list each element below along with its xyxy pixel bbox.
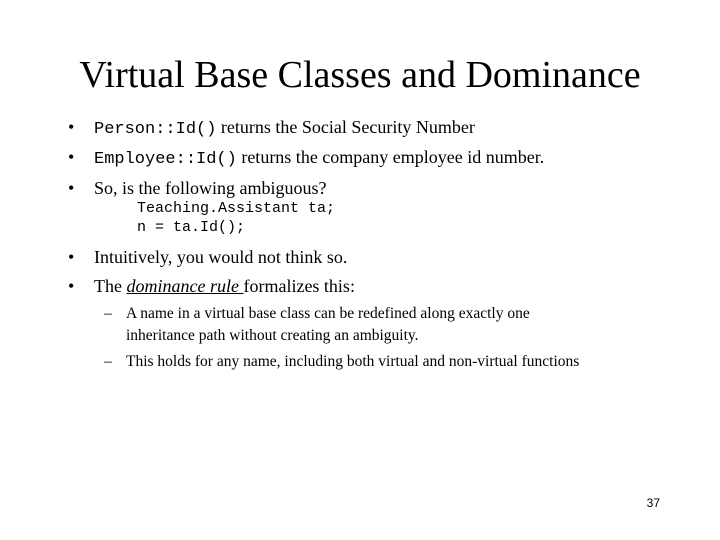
sub-bullet-dash: – (104, 305, 112, 322)
bullet-person-id (68, 116, 475, 141)
bullet-text: returns the Social Security Number (216, 117, 475, 137)
bullet-intuitively (68, 246, 347, 268)
bullet-text: So, is the following ambiguous? (94, 178, 327, 198)
bullet-text-after: formalizes this: (243, 276, 355, 296)
sub-bullet-line-1: This holds for any name, including both virtual and non-virtual functions (126, 353, 580, 370)
bullet-employee-id (68, 146, 544, 171)
sub-bullet-dash: – (104, 353, 112, 370)
code-person-id: Person::Id() (94, 120, 217, 139)
bullet-ambiguous-question (68, 177, 327, 199)
bullet-dot: • (68, 276, 75, 296)
bullet-dot: • (68, 117, 75, 137)
slide-title: Virtual Base Classes and Dominance (79, 54, 641, 96)
bullet-dominance-rule (68, 275, 355, 297)
bullet-text-before: The (94, 276, 127, 296)
bullet-dot: • (68, 247, 75, 267)
sub-bullet-line-2: inheritance path without creating an ambiguity. (126, 327, 419, 344)
bullet-text: returns the company employee id number. (236, 147, 545, 167)
bullet-text: Intuitively, you would not think so. (94, 247, 348, 267)
sub-bullet-line-1: A name in a virtual base class can be redefined along exactly one (126, 305, 530, 322)
bullet-dot: • (68, 147, 75, 167)
page-number: 37 (646, 496, 660, 510)
code-employee-id: Employee::Id() (94, 150, 237, 169)
code-line-2: n = ta.Id(); (137, 219, 246, 236)
code-line-1: Teaching.Assistant ta; (137, 200, 336, 217)
dominance-rule-link[interactable]: dominance rule (126, 276, 244, 296)
bullet-dot: • (68, 178, 75, 198)
